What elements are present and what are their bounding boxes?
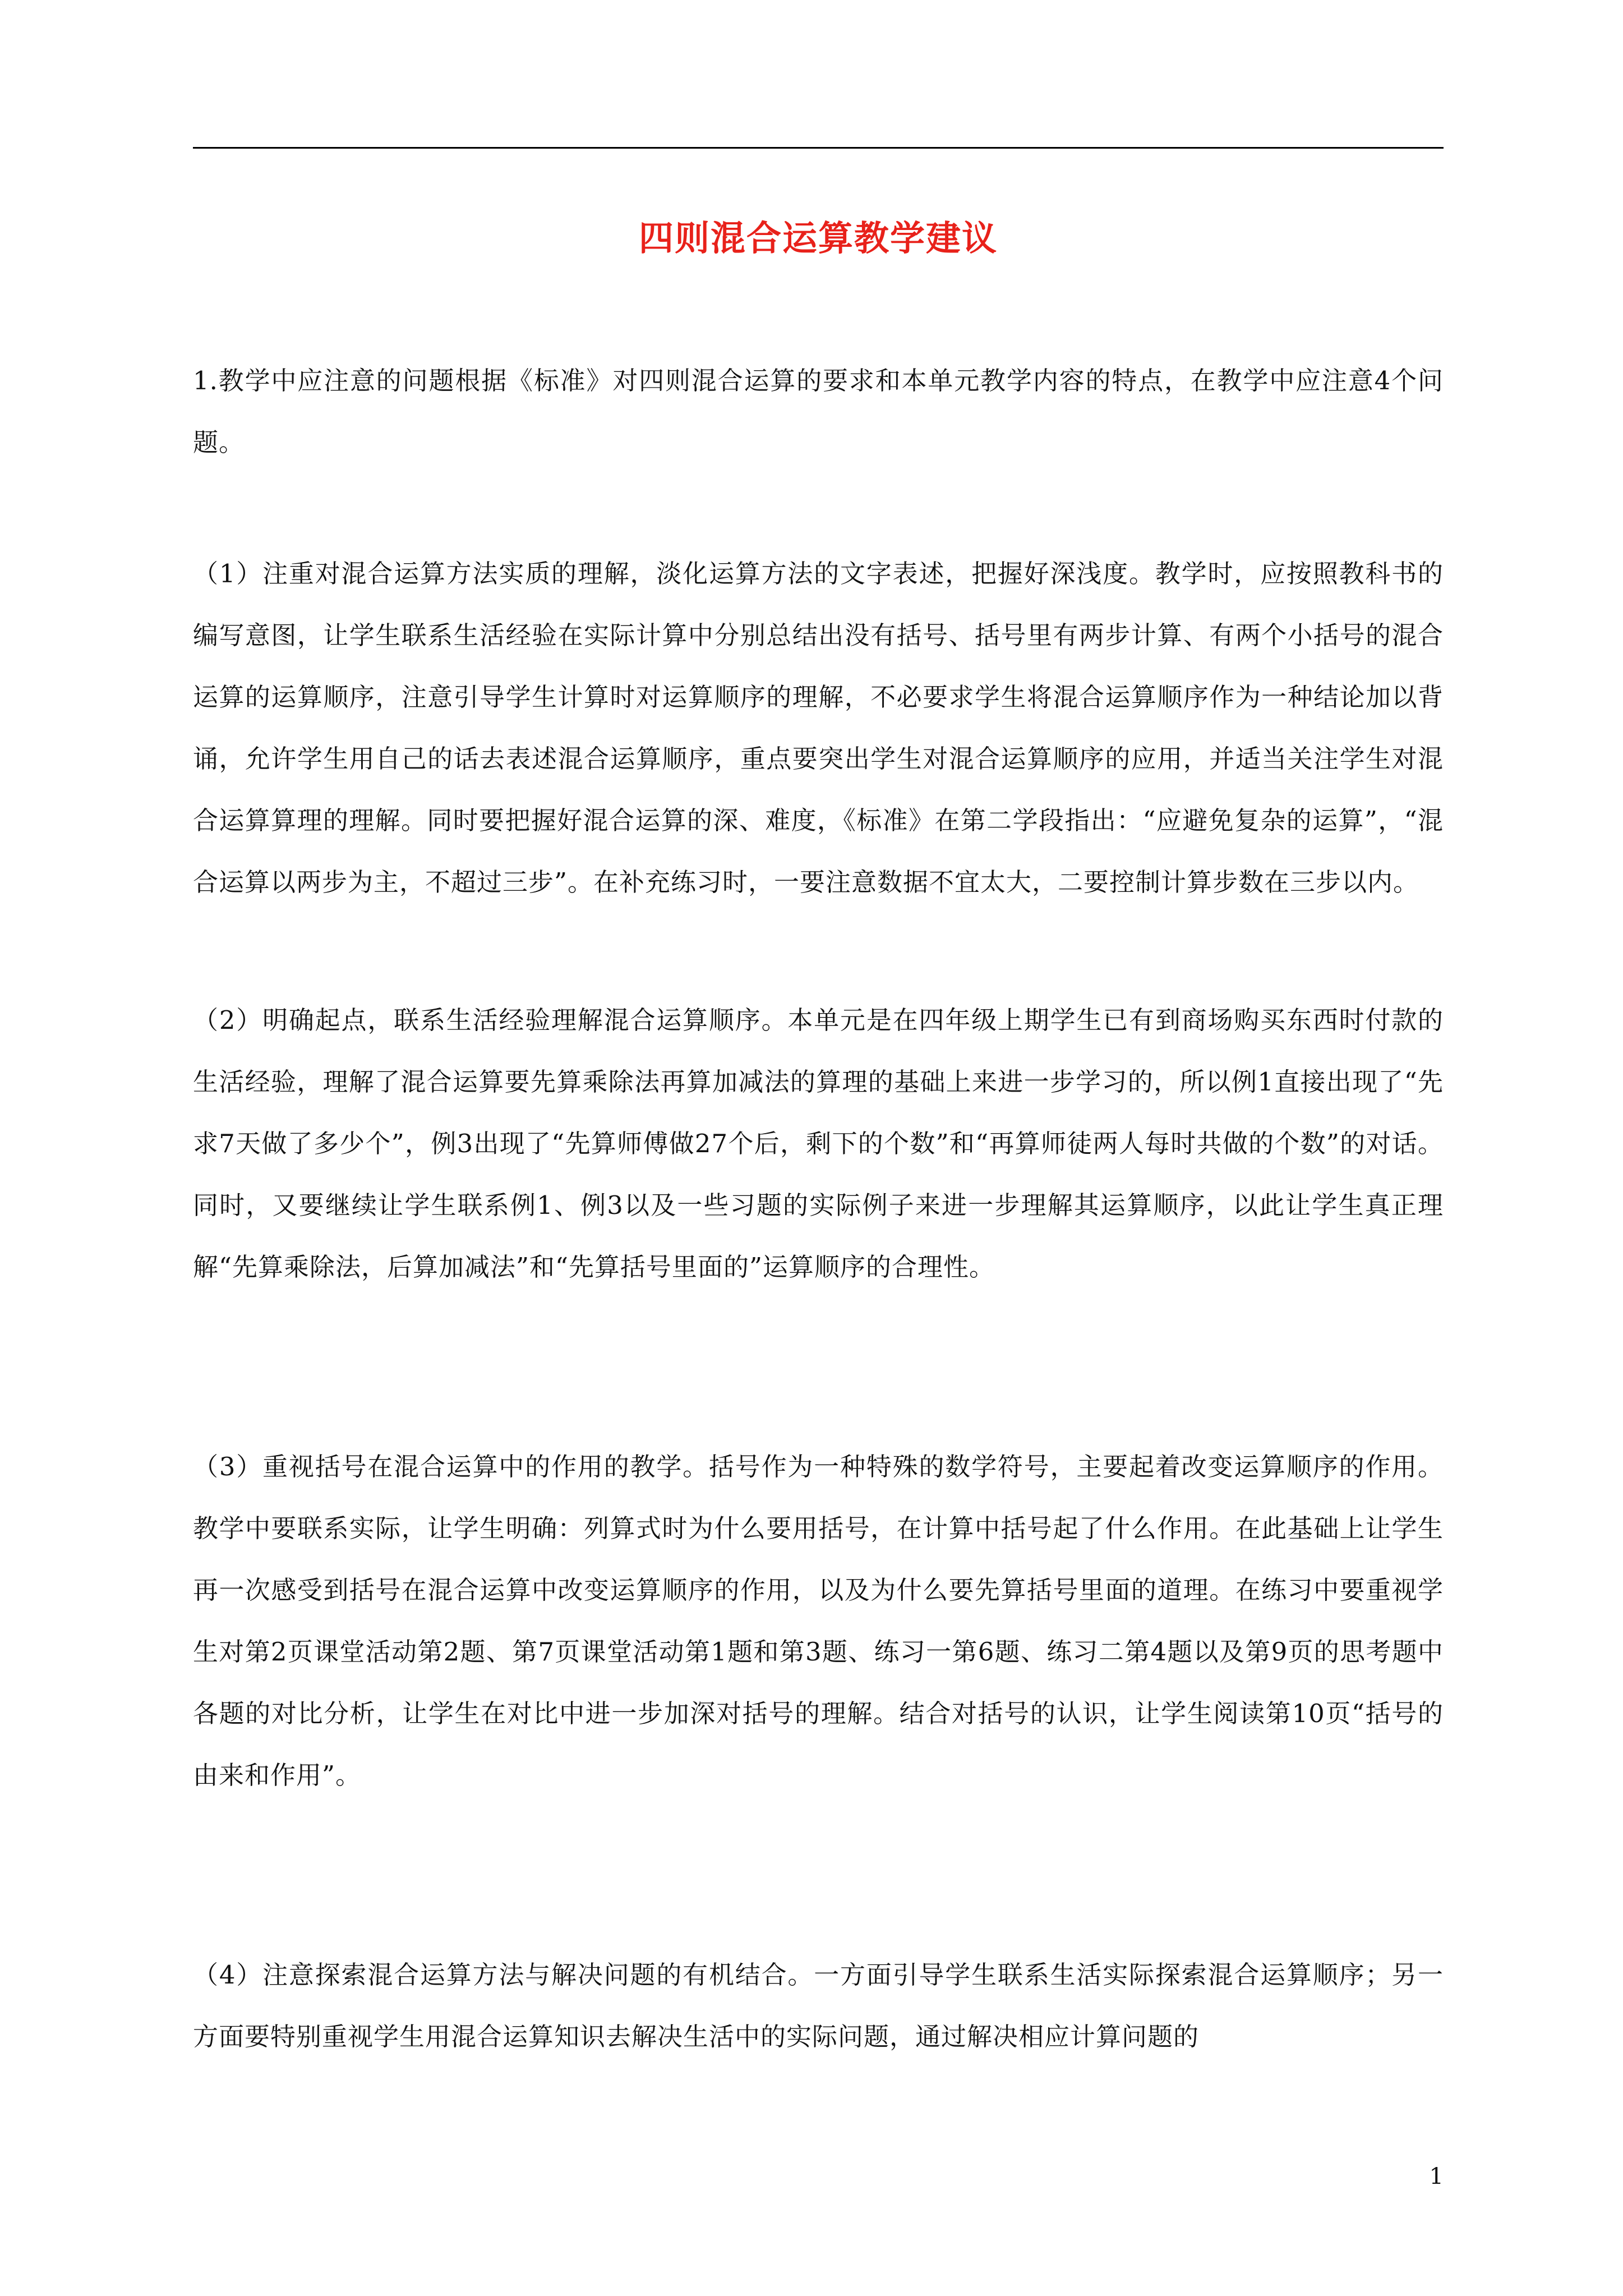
header-rule [193, 147, 1444, 149]
paragraph-point-1: （1）注重对混合运算方法实质的理解，淡化运算方法的文字表述，把握好深浅度。教学时，应按照教科书的编写意图，让学生联系生活经验在实际计算中分别总结出没有括号、括号里有两步计算、有两个小括号的混合运算的运算顺序，注意引导学生计算时对运算顺序的理解，不必要求学生将混合运算顺序作为一种结论加以背诵，允许学生用自己的话去表述混合运算顺序，重点要突出学生对混合运算顺序的应用，并适当关注学生对混合运算算理的理解。同时要把握好混合运算的深、难度，《标准》在第二学段指出：“应避免复杂的运算”，“混合运算以两步为主，不超过三步”。在补充练习时，一要注意数据不宜太大，二要控制计算步数在三步以内。 [193, 559, 1444, 897]
document-title: 四则混合运算教学建议 [638, 218, 998, 259]
paragraph-point-4: （4）注意探索混合运算方法与解决问题的有机结合。一方面引导学生联系生活实际探索混合运算顺序；另一方面要特别重视学生用混合运算知识去解决生活中的实际问题，通过解决相应计算问题的 [193, 1960, 1444, 2051]
paragraph-intro: 1.教学中应注意的问题根据《标准》对四则混合运算的要求和本单元教学内容的特点，在教学中应注意4个问题。 [193, 366, 1444, 457]
page-number: 1 [1429, 2164, 1444, 2189]
paragraph-point-2: （2）明确起点，联系生活经验理解混合运算顺序。本单元是在四年级上期学生已有到商场购买东西时付款的生活经验，理解了混合运算要先算乘除法再算加减法的算理的基础上来进一步学习的，所以例1直接出现了“先求7天做了多少个”，例3出现了“先算师傅做27个后，剩下的个数”和“再算师徒两人每时共做的个数”的对话。同时，又要继续让学生联系例1、例3以及一些习题的实际例子来进一步理解其运算顺序，以此让学生真正理解“先算乘除法，后算加减法”和“先算括号里面的”运算顺序的合理性。 [193, 1005, 1444, 1282]
paragraph-point-3: （3）重视括号在混合运算中的作用的教学。括号作为一种特殊的数学符号，主要起着改变运算顺序的作用。教学中要联系实际，让学生明确：列算式时为什么要用括号，在计算中括号起了什么作用。在此基础上让学生再一次感受到括号在混合运算中改变运算顺序的作用，以及为什么要先算括号里面的道理。在练习中要重视学生对第2页课堂活动第2题、第7页课堂活动第1题和第3题、练习一第6题、练习二第4题以及第9页的思考题中各题的对比分析，让学生在对比中进一步加深对括号的理解。结合对括号的认识，让学生阅读第10页“括号的由来和作用”。 [193, 1452, 1444, 1790]
